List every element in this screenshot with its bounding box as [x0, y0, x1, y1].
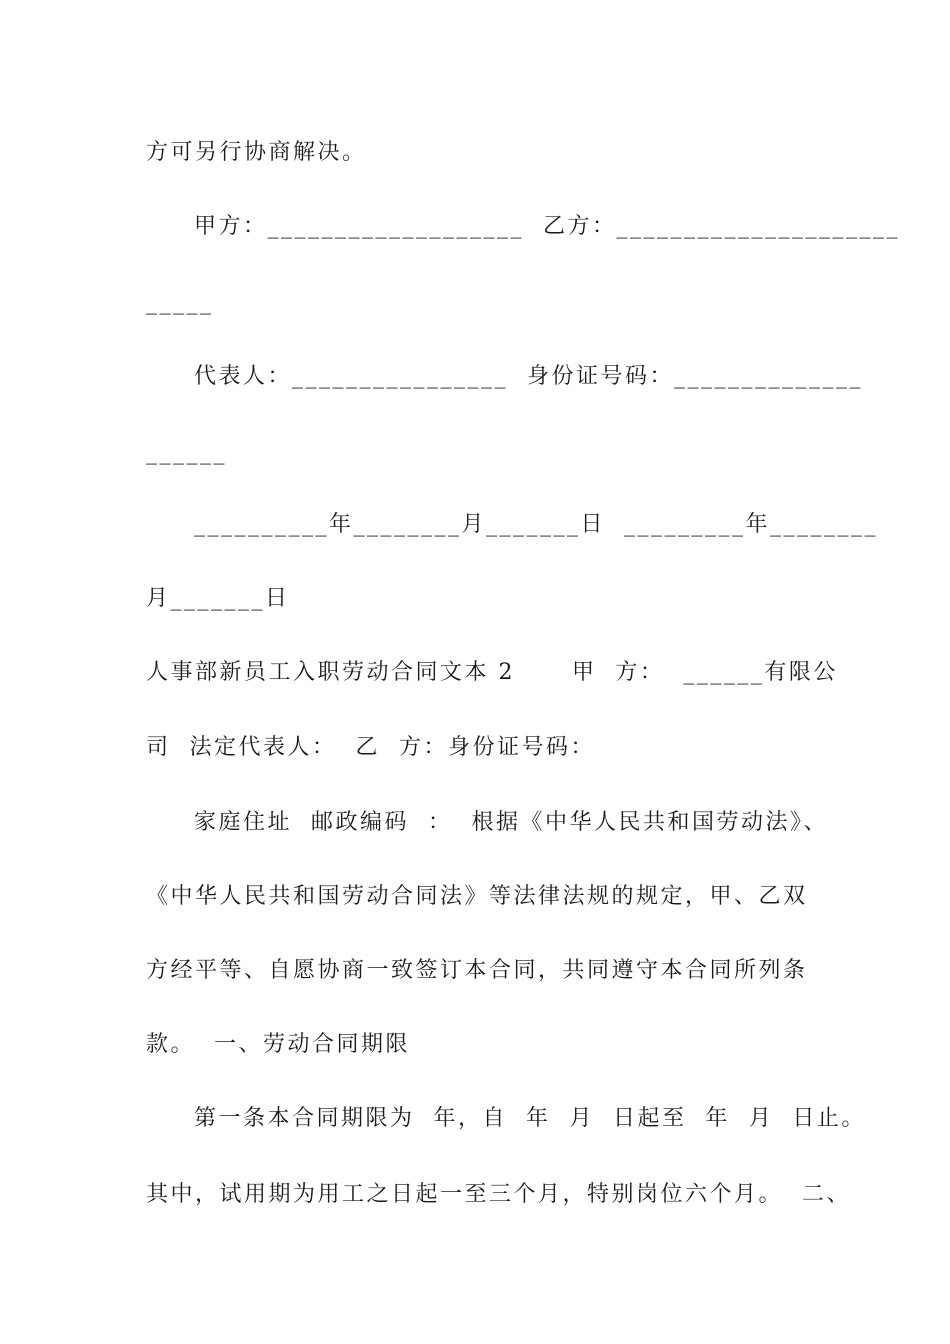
- contract-title-line: 人事部新员工入职劳动合同文本 2 甲 方： ______有限公: [146, 660, 838, 685]
- signature-party-line: 甲方：___________________ 乙方：_____________________: [194, 214, 900, 239]
- date-line: __________年________月_______日 _________年________: [194, 512, 878, 537]
- text-line: 方经平等、自愿协商一致签订本合同，共同遵守本合同所列条: [146, 958, 808, 983]
- text-line: 方可另行协商解决。: [146, 140, 367, 165]
- underline-continuation: _____: [146, 290, 214, 315]
- section-heading-line: 款。 一、劳动合同期限: [146, 1032, 410, 1057]
- underline-continuation: ______: [146, 440, 227, 465]
- text-line: 其中，试用期为用工之日起一至三个月，特别岗位六个月。 二、: [146, 1182, 851, 1207]
- text-line: 第一条本合同期限为 年，自 年 月 日起至 年 月 日止。: [194, 1106, 866, 1131]
- text-line: 司 法定代表人： 乙 方：身份证号码：: [146, 735, 595, 760]
- representative-id-line: 代表人：________________ 身份证号码：______________: [194, 364, 863, 389]
- text-line: 家庭住址 邮政编码 ： 根据《中华人民共和国劳动法》、: [194, 810, 828, 835]
- date-line-continuation: 月_______日: [146, 586, 290, 611]
- text-line: 《中华人民共和国劳动合同法》等法律法规的规定，甲、乙双: [146, 884, 808, 909]
